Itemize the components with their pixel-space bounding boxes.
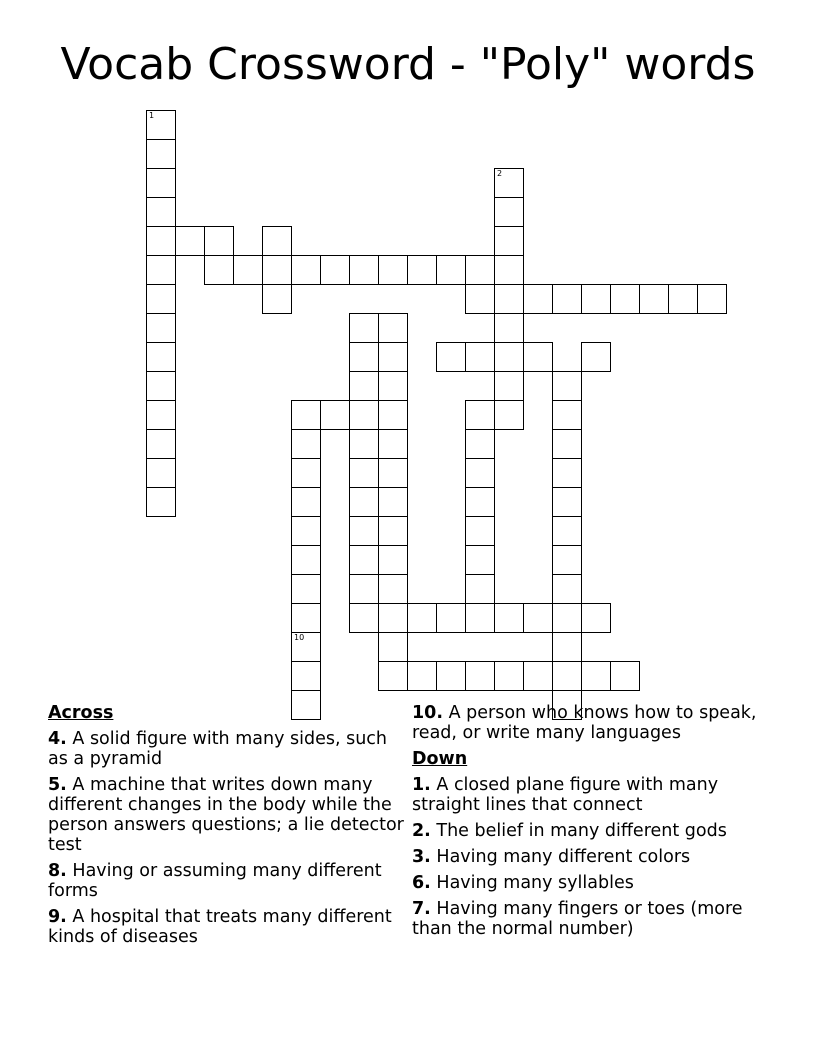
across-clue-9 (48, 907, 408, 947)
grid-cell[interactable] (465, 284, 495, 314)
grid-cell[interactable] (494, 400, 524, 430)
clue-text: Having many syllables (436, 873, 634, 893)
grid-cell[interactable] (523, 661, 553, 691)
grid-cell[interactable] (378, 342, 408, 372)
down-clue-6 (412, 873, 782, 893)
clue-text: A person who knows how to speak, read, or write many languages (412, 703, 757, 743)
grid-cell[interactable] (146, 168, 176, 198)
grid-cell[interactable] (349, 342, 379, 372)
grid-cell[interactable] (146, 255, 176, 285)
grid-cell[interactable] (465, 603, 495, 633)
grid-cell[interactable] (262, 284, 292, 314)
clue-text: A closed plane figure with many straight lines that connect (412, 775, 719, 815)
grid-cell[interactable] (204, 226, 234, 256)
grid-cell[interactable] (552, 516, 582, 546)
grid-cell[interactable] (494, 342, 524, 372)
grid-cell[interactable] (581, 342, 611, 372)
across-clue-8 (48, 861, 408, 901)
grid-cell[interactable] (349, 429, 379, 459)
down-clue-7 (412, 899, 782, 939)
grid-cell[interactable] (349, 574, 379, 604)
grid-cell[interactable] (552, 429, 582, 459)
grid-cell[interactable] (291, 661, 321, 691)
grid-cell[interactable] (146, 197, 176, 227)
grid-cell[interactable] (465, 661, 495, 691)
grid-cell[interactable] (349, 371, 379, 401)
grid-cell[interactable] (378, 661, 408, 691)
clue-number: 3. (412, 847, 431, 867)
grid-cell[interactable] (378, 603, 408, 633)
grid-cell[interactable] (378, 313, 408, 343)
grid-cell[interactable] (465, 545, 495, 575)
grid-cell[interactable] (378, 574, 408, 604)
grid-cell[interactable] (262, 226, 292, 256)
grid-cell[interactable] (146, 226, 176, 256)
grid-cell[interactable] (291, 487, 321, 517)
clue-number: 9. (48, 907, 67, 927)
grid-cell[interactable] (349, 545, 379, 575)
grid-cell[interactable] (697, 284, 727, 314)
grid-cell[interactable] (378, 429, 408, 459)
grid-cell[interactable] (146, 429, 176, 459)
clue-number: 2. (412, 821, 431, 841)
grid-cell[interactable] (436, 661, 466, 691)
grid-cell[interactable] (494, 661, 524, 691)
grid-cell[interactable] (378, 400, 408, 430)
grid-cell[interactable] (494, 197, 524, 227)
grid-cell[interactable] (610, 661, 640, 691)
grid-cell[interactable] (146, 371, 176, 401)
grid-cell[interactable] (494, 313, 524, 343)
grid-cell[interactable] (378, 255, 408, 285)
grid-cell[interactable] (146, 139, 176, 169)
grid-cell[interactable] (146, 400, 176, 430)
grid-cell[interactable] (523, 603, 553, 633)
grid-cell[interactable] (349, 603, 379, 633)
across-clue-4 (48, 729, 408, 769)
clue-text: A hospital that treats many different kinds of diseases (48, 907, 392, 947)
clue-number: 6. (412, 873, 431, 893)
grid-cell[interactable] (320, 400, 350, 430)
grid-cell[interactable] (291, 255, 321, 285)
grid-cell[interactable] (465, 574, 495, 604)
grid-cell[interactable] (552, 603, 582, 633)
grid-cell[interactable] (349, 313, 379, 343)
grid-cell[interactable] (494, 255, 524, 285)
grid-cell[interactable] (465, 400, 495, 430)
down-clue-1 (412, 775, 782, 815)
grid-cell[interactable] (378, 458, 408, 488)
grid-cell[interactable] (146, 458, 176, 488)
grid-cell[interactable] (465, 255, 495, 285)
grid-cell[interactable] (523, 284, 553, 314)
page-title: Vocab Crossword - "Poly" words (60, 39, 756, 90)
grid-cell[interactable] (639, 284, 669, 314)
clue-number: 4. (48, 729, 67, 749)
grid-cell[interactable] (552, 661, 582, 691)
grid-cell[interactable] (378, 371, 408, 401)
grid-cell[interactable] (552, 400, 582, 430)
grid-cell[interactable] (378, 487, 408, 517)
clue-text: Having many different colors (436, 847, 691, 867)
grid-cell[interactable] (378, 545, 408, 575)
grid-cell[interactable] (291, 603, 321, 633)
grid-cell[interactable] (146, 342, 176, 372)
grid-cell[interactable] (146, 487, 176, 517)
grid-cell[interactable] (552, 487, 582, 517)
grid-cell[interactable] (146, 110, 176, 140)
grid-cell[interactable] (291, 574, 321, 604)
grid-cell[interactable] (581, 661, 611, 691)
grid-cell[interactable] (610, 284, 640, 314)
grid-cell[interactable] (320, 255, 350, 285)
grid-cell[interactable] (407, 255, 437, 285)
grid-cell[interactable] (291, 632, 321, 662)
grid-cell[interactable] (407, 603, 437, 633)
grid-cell[interactable] (668, 284, 698, 314)
grid-cell[interactable] (552, 545, 582, 575)
grid-cell[interactable] (552, 632, 582, 662)
grid-cell[interactable] (291, 545, 321, 575)
grid-cell[interactable] (436, 255, 466, 285)
grid-cell[interactable] (349, 458, 379, 488)
clue-number-label: 10 (294, 633, 305, 642)
grid-cell[interactable] (146, 313, 176, 343)
clue-number: 8. (48, 861, 67, 881)
down-clue-2 (412, 821, 782, 841)
grid-cell[interactable] (494, 603, 524, 633)
grid-cell[interactable] (581, 284, 611, 314)
grid-cell[interactable] (175, 226, 205, 256)
clue-text: A solid figure with many sides, such as a pyramid (48, 729, 388, 769)
grid-cell[interactable] (552, 371, 582, 401)
grid-cell[interactable] (291, 516, 321, 546)
grid-cell[interactable] (291, 458, 321, 488)
grid-cell[interactable] (552, 574, 582, 604)
grid-cell[interactable] (349, 400, 379, 430)
grid-cell[interactable] (291, 429, 321, 459)
clue-text: The belief in many different gods (436, 821, 727, 841)
grid-cell[interactable] (465, 342, 495, 372)
grid-cell[interactable] (552, 458, 582, 488)
grid-cell[interactable] (494, 168, 524, 198)
grid-cell[interactable] (233, 255, 263, 285)
clue-number-label: 2 (497, 169, 503, 178)
across-clue-10 (412, 703, 782, 743)
grid-cell[interactable] (378, 632, 408, 662)
grid-cell[interactable] (407, 661, 437, 691)
down-heading: Down (412, 749, 468, 769)
grid-cell[interactable] (465, 429, 495, 459)
grid-cell[interactable] (465, 487, 495, 517)
grid-cell[interactable] (494, 284, 524, 314)
grid-cell[interactable] (494, 371, 524, 401)
grid-cell[interactable] (436, 603, 466, 633)
across-heading: Across (48, 703, 114, 723)
grid-cell[interactable] (204, 255, 234, 285)
grid-cell[interactable] (436, 342, 466, 372)
clue-text: Having many fingers or toes (more than the normal number) (412, 899, 743, 939)
grid-cell[interactable] (465, 458, 495, 488)
across-clue-5 (48, 775, 408, 855)
clue-number: 7. (412, 899, 431, 919)
clue-number: 1. (412, 775, 431, 795)
clue-number-label: 1 (149, 111, 155, 120)
clue-text: Having or assuming many different forms (48, 861, 382, 901)
grid-cell[interactable] (581, 603, 611, 633)
clues-left-column (48, 703, 408, 953)
grid-cell[interactable] (552, 284, 582, 314)
clue-text: A machine that writes down many different changes in the body while the person answers questions; a lie detector test (48, 775, 404, 855)
grid-cell[interactable] (465, 516, 495, 546)
grid-cell[interactable] (146, 284, 176, 314)
grid-cell[interactable] (349, 516, 379, 546)
grid-cell[interactable] (523, 342, 553, 372)
clue-number: 10. (412, 703, 444, 723)
grid-cell[interactable] (378, 516, 408, 546)
clues-right-column (412, 703, 782, 945)
clue-number: 5. (48, 775, 67, 795)
grid-cell[interactable] (494, 226, 524, 256)
grid-cell[interactable] (349, 255, 379, 285)
grid-cell[interactable] (291, 400, 321, 430)
grid-cell[interactable] (349, 487, 379, 517)
down-clue-3 (412, 847, 782, 867)
